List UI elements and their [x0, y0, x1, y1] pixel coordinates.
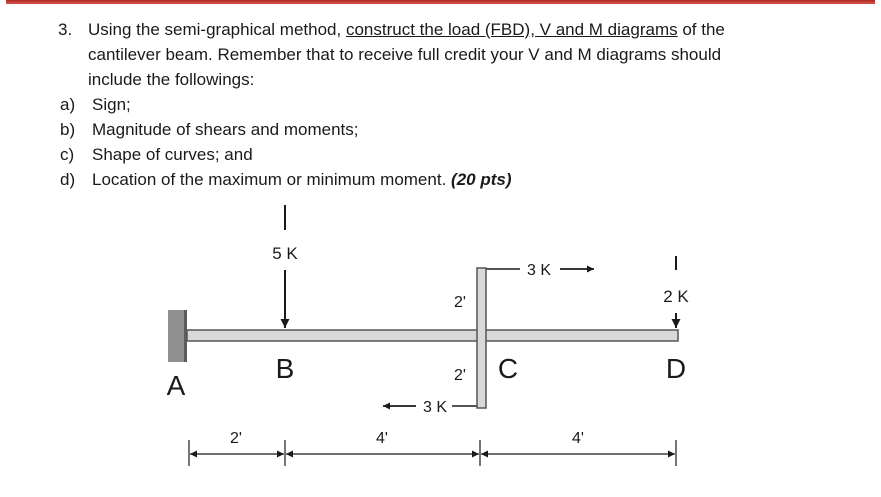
load-label-d: 2 K [663, 287, 689, 306]
question-line-1-pre: Using the semi-graphical method, [88, 20, 346, 39]
load-label-b: 5 K [272, 244, 298, 263]
list-item-label: a) [60, 95, 76, 114]
list-item-text: Location of the maximum or minimum moment. [92, 170, 447, 189]
question-line-2: cantilever beam. Remember that to receive full credit your V and M diagrams should [88, 45, 722, 64]
list-item-label: c) [60, 145, 75, 164]
question-line-3: include the followings: [88, 70, 255, 89]
couple-label-top: 3 K [526, 262, 552, 279]
points-value: (20 pts) [451, 170, 512, 189]
list-item-label: b) [60, 120, 76, 139]
dimension-line [189, 440, 676, 466]
dim-label-bc: 4' [376, 430, 388, 447]
dim-label-cd: 4' [572, 430, 584, 447]
list-item-text: Shape of curves; and [92, 145, 253, 164]
question-line-1-underlined: construct the load (FBD), V and M diagrams [345, 20, 678, 39]
point-label-d: D [665, 353, 687, 384]
question-number: 3. [58, 20, 73, 39]
arm-dim-bottom: 2' [454, 367, 466, 384]
dim-label-ab: 2' [230, 430, 242, 447]
point-label-c: C [497, 353, 519, 384]
point-label-a: A [166, 370, 186, 401]
point-label-b: B [275, 353, 295, 384]
question-line-1-post: of the [677, 20, 725, 39]
couple-label-bottom: 3 K [422, 399, 448, 416]
arm-dim-top: 2' [454, 294, 466, 311]
fixed-wall-support [168, 310, 186, 362]
list-item-text: Magnitude of shears and moments; [92, 120, 359, 139]
vertical-post-c [477, 268, 486, 408]
list-item-label: d) [60, 170, 76, 189]
list-item-text: Sign; [92, 95, 131, 114]
beam [187, 330, 678, 341]
